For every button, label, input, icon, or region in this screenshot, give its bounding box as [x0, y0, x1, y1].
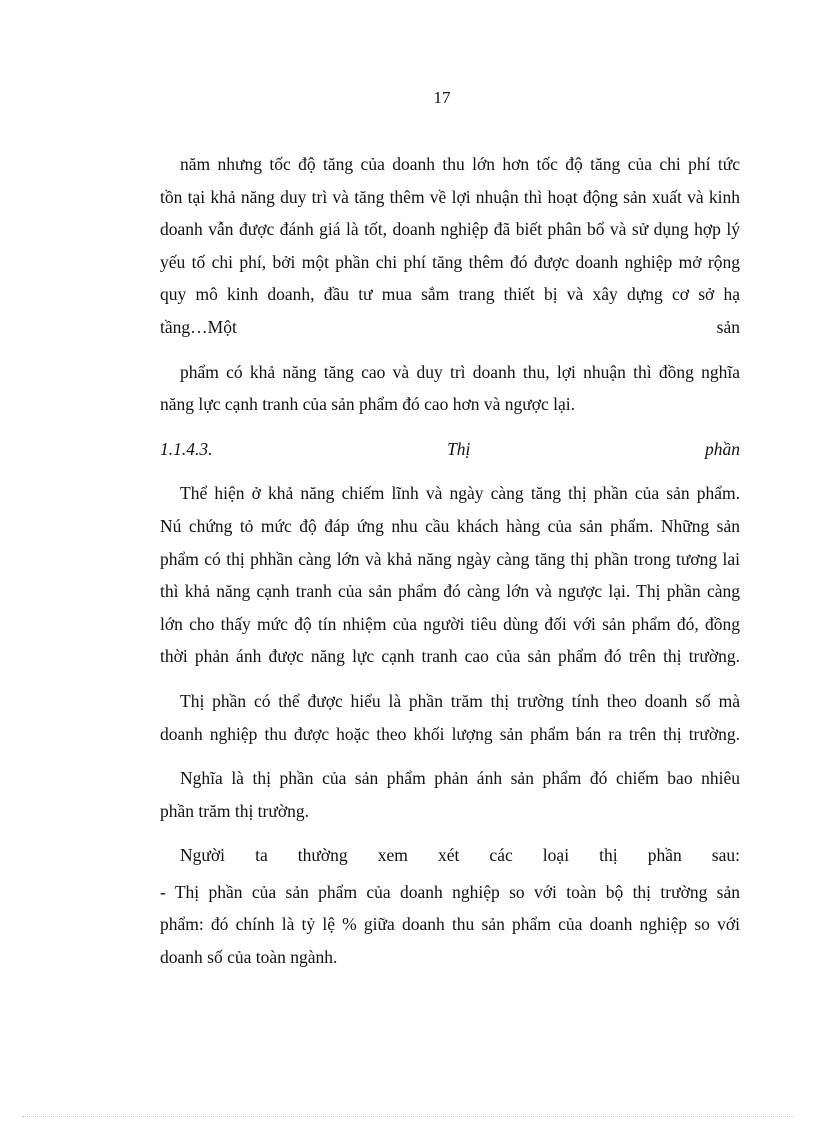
text-line: lớn cho thấy mức độ tín nhiệm của người tiêu dùng đối với sản phẩm đó, đồng [160, 613, 740, 634]
text-line: phần trăm thị trường. [160, 800, 309, 821]
text-line: Người ta thường xem xét các loại thị phần sau: [180, 845, 740, 866]
text-line: quy mô kinh doanh, đầu tư mua sắm trang thiết bị và xây dựng cơ sở hạ [160, 284, 740, 305]
document-body [160, 148, 740, 974]
paragraph-2 [160, 356, 740, 421]
text-line: Nghĩa là thị phần của sản phẩm phản ánh sản phẩm đó chiếm bao nhiêu [180, 768, 740, 789]
page-number: 17 [433, 88, 451, 107]
text-line: - Thị phần của sản phẩm của doanh nghiệp so với toàn bộ thị trường sản [160, 881, 740, 902]
footer-rule [22, 1116, 794, 1117]
text-line: thì khả năng cạnh tranh của sản phẩm đó càng lớn và ngược lại. Thị phần càng [160, 581, 740, 602]
paragraph-1 [160, 148, 740, 344]
paragraph-4 [160, 685, 740, 750]
text-line: thời phản ánh được năng lực cạnh tranh cao của sản phẩm đó trên thị trường. [160, 646, 740, 667]
text-line: Thị phần có thể được hiểu là phần trăm thị trường tính theo doanh số mà [180, 690, 740, 711]
text-line: tầng…Một sản [160, 316, 740, 337]
paragraph-5 [160, 762, 740, 827]
text-line: Nú chứng tỏ mức độ đáp ứng nhu cầu khách hàng của sản phẩm. Những sản [160, 515, 740, 536]
heading-text: 1.1.4.3. Thị phần [160, 438, 740, 459]
text-line: năng lực cạnh tranh của sản phẩm đó cao hơn và ngược lại. [160, 394, 576, 415]
paragraph-6 [160, 839, 740, 872]
text-line: doanh nghiệp thu được hoặc theo khối lượng sản phẩm bán ra trên thị trường. [160, 723, 740, 744]
text-line: phẩm có khả năng tăng cao và duy trì doanh thu, lợi nhuận thì đồng nghĩa [180, 361, 740, 382]
text-line: phẩm: đó chính là tỷ lệ % giữa doanh thu sản phẩm của doanh nghiệp so với [160, 914, 740, 935]
section-heading [160, 433, 740, 466]
text-line: tồn tại khả năng duy trì và tăng thêm về lợi nhuận thì hoạt động sản xuất và kinh [160, 186, 740, 207]
text-line: Thể hiện ở khả năng chiếm lĩnh và ngày càng tăng thị phần của sản phẩm. [180, 483, 740, 504]
text-line: doanh số của toàn ngành. [160, 947, 338, 968]
text-line: doanh vẫn được đánh giá là tốt, doanh nghiệp đã biết phân bổ và sử dụng hợp lý [160, 219, 740, 240]
text-line: yếu tố chi phí, bởi một phần chi phí tăng thêm đó được doanh nghiệp mở rộng [160, 251, 740, 272]
paragraph-3 [160, 477, 740, 673]
text-line: phẩm có thị phhần càng lớn và khả năng ngày càng tăng thị phần trong tương lai [160, 548, 740, 569]
paragraph-7 [160, 876, 740, 974]
text-line: năm nhưng tốc độ tăng của doanh thu lớn hơn tốc độ tăng của chi phí tức [180, 154, 740, 174]
